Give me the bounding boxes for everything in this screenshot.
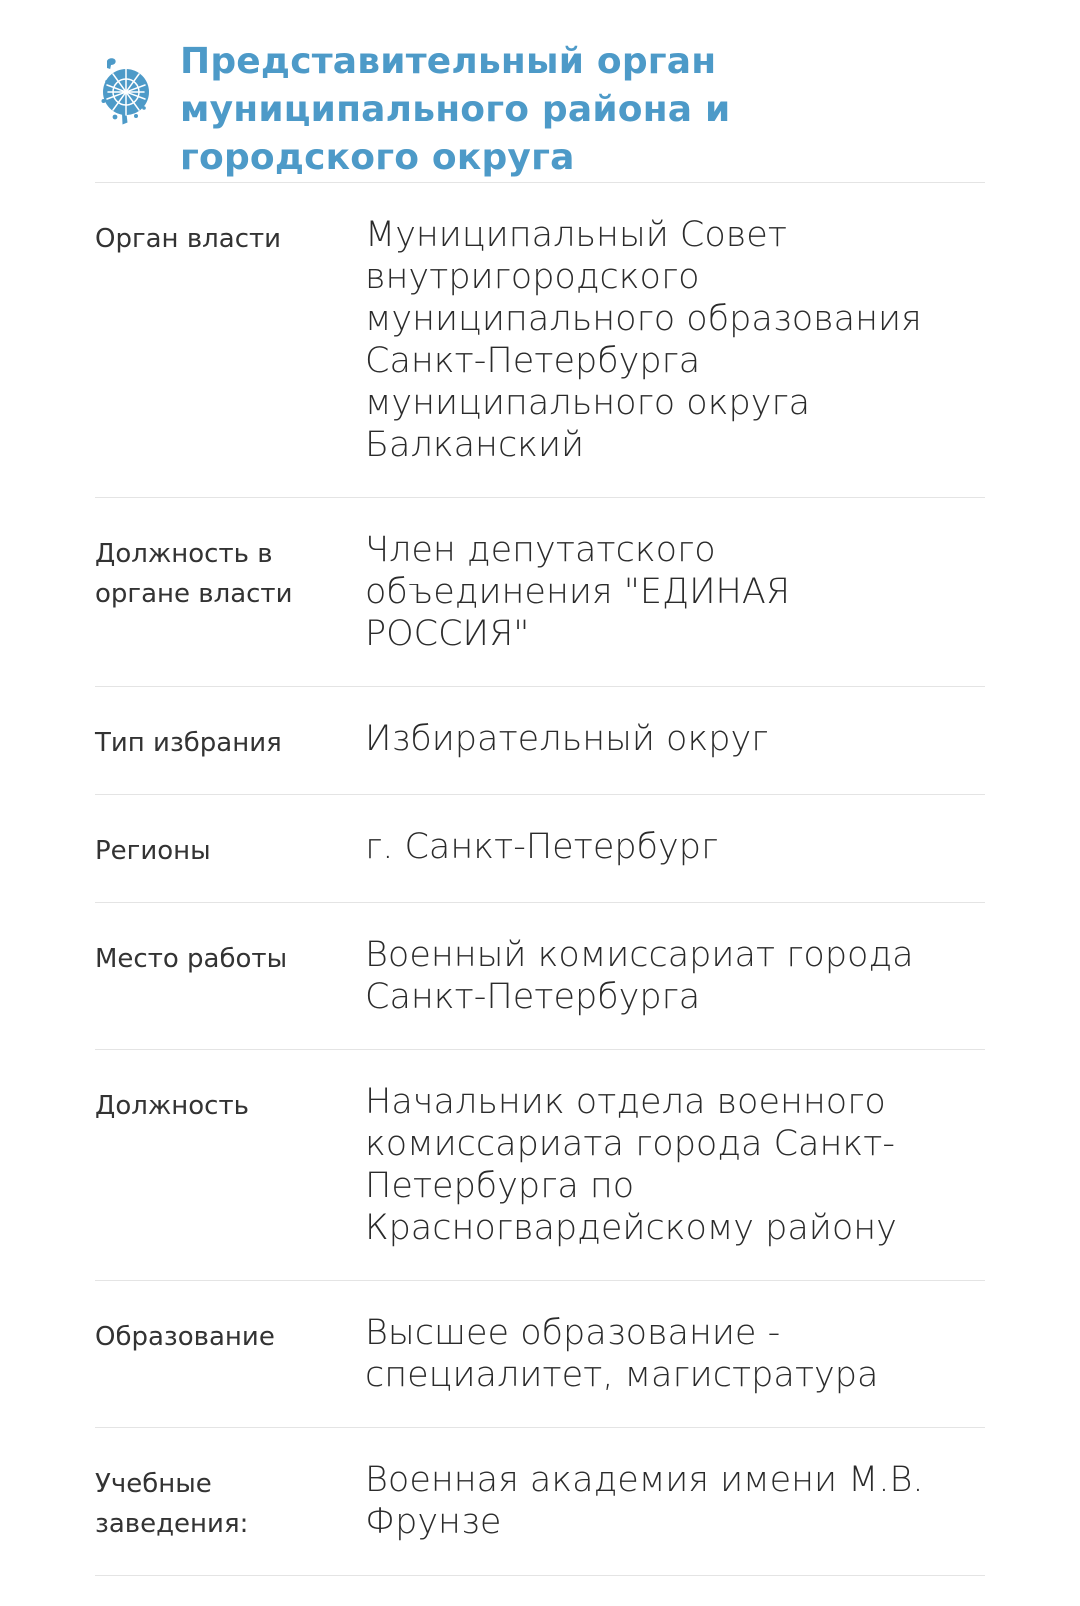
row-label-organ-vlasti: Орган власти [95, 224, 282, 254]
row-label-uchebnye-zavedeniya: Учебные заведения: [95, 1469, 249, 1539]
table-row [95, 794, 985, 902]
table-row [95, 902, 985, 1049]
row-value-organ-vlasti: Муниципальный Совет внутригородского муниципального образования Санкт-Петербурга муниципального округа Балканский [365, 215, 922, 465]
row-value-regiony: г. Санкт-Петербург [365, 827, 719, 867]
table-row [95, 1049, 985, 1280]
table-row [95, 1427, 985, 1576]
row-label-dolzhnost-v-organe: Должность в органе власти [95, 539, 293, 609]
table-row [95, 182, 985, 497]
row-value-dolzhnost: Начальник отдела военного комиссариата города Санкт-Петербурга по Красногвардейскому району [365, 1082, 897, 1248]
table-row [95, 686, 985, 794]
row-value-mesto-raboty: Военный комиссариат города Санкт-Петербурга [365, 935, 914, 1017]
city-map-icon [95, 56, 153, 130]
row-label-mesto-raboty: Место работы [95, 944, 288, 974]
details-table [95, 182, 985, 1576]
row-label-regiony: Регионы [95, 836, 211, 866]
table-row [95, 497, 985, 686]
row-label-obrazovanie: Образование [95, 1322, 275, 1352]
row-label-tip-izbraniya: Тип избрания [95, 728, 282, 758]
section-header [95, 38, 985, 182]
row-value-dolzhnost-v-organe: Член депутатского объединения "ЕДИНАЯ РОССИЯ" [365, 530, 791, 654]
row-value-uchebnye-zavedeniya: Военная академия имени М.В. Фрунзе [365, 1460, 924, 1542]
row-value-tip-izbraniya: Избирательный округ [365, 719, 769, 759]
table-row [95, 1280, 985, 1427]
row-value-obrazovanie: Высшее образование - специалитет, магистратура [365, 1313, 879, 1395]
page-title: Представительный орган муниципального района и городского округа [180, 41, 731, 178]
row-label-dolzhnost: Должность [95, 1091, 249, 1121]
